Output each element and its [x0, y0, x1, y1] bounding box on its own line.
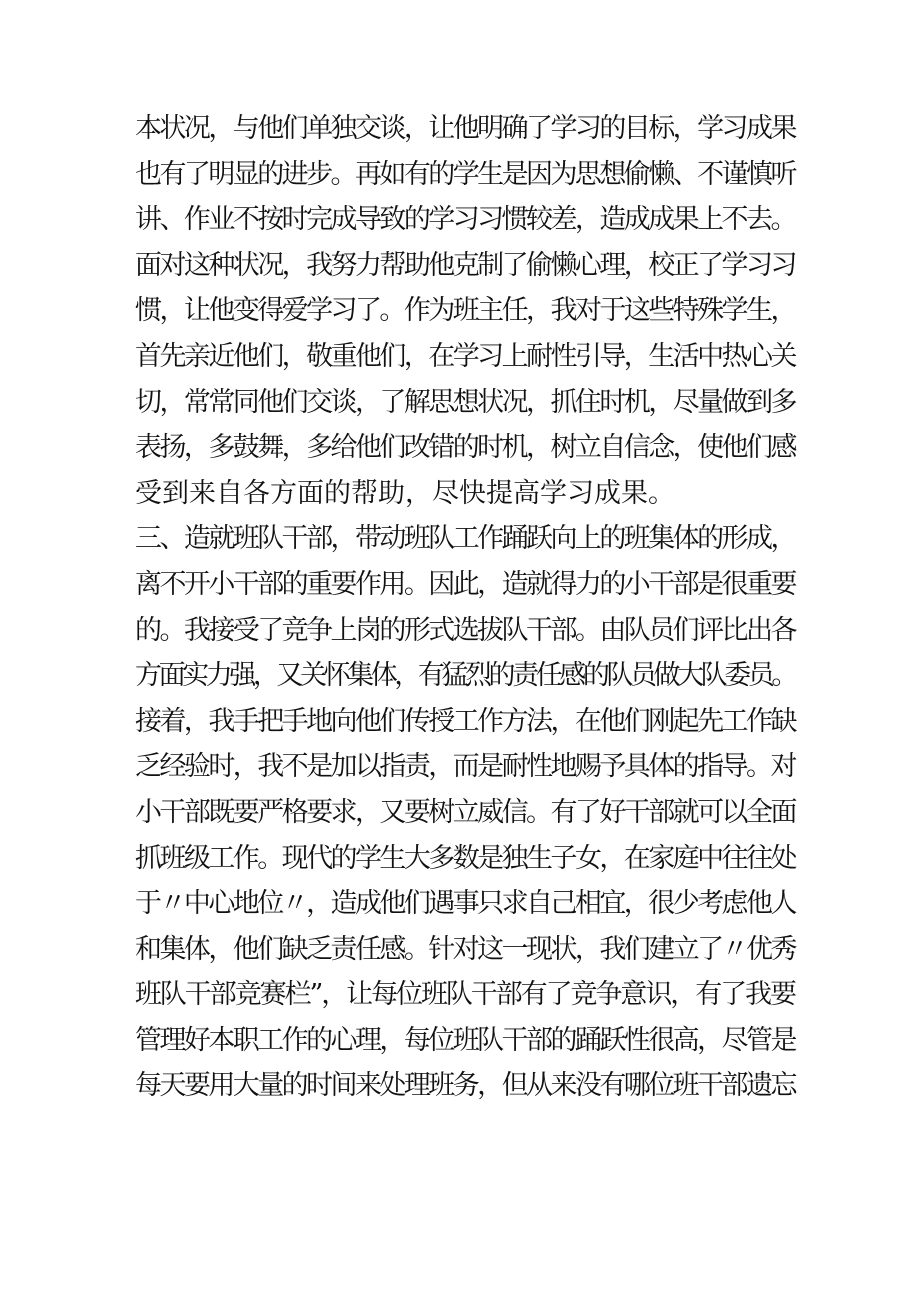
- section-heading-line: 三、造就班队干部，带动班队工作踊跃向上的班集体的形成，: [135, 523, 795, 555]
- text-line: 班队干部竞赛栏”，让每位班队干部有了竞争意识，有了我要: [135, 979, 795, 1011]
- text-line: 抓班级工作。现代的学生大多数是独生子女，在家庭中往往处: [135, 842, 795, 874]
- text-line: 切，常常同他们交谈，了解思想状况，抓住时机，尽量做到多: [135, 386, 795, 418]
- text-line: 面对这种状况，我努力帮助他克制了偷懒心理，校正了学习习: [135, 249, 795, 281]
- text-line: 本状况，与他们单独交谈，让他明确了学习的目标，学习成果: [135, 113, 795, 144]
- text-line: 表扬，多鼓舞，多给他们改错的时机，树立自信念，使他们感: [135, 432, 795, 464]
- text-line: 乏经验时，我不是加以指责，而是耐性地赐予具体的指导。对: [135, 751, 795, 783]
- text-line: 也有了明显的进步。再如有的学生是因为思想偷懒、不谨慎听: [135, 158, 795, 190]
- text-line: 方面实力强，又关怀集体，有猛烈的责任感的队员做大队委员。: [135, 660, 795, 692]
- text-line: 讲、作业不按时完成导致的学习习惯较差，造成成果上不去。: [135, 204, 795, 236]
- text-line: 接着，我手把手地向他们传授工作方法，在他们刚起先工作缺: [135, 705, 795, 737]
- body-text: [135, 106, 795, 1109]
- text-line: 管理好本职工作的心理，每位班队干部的踊跃性很高，尽管是: [135, 1024, 795, 1056]
- text-line: 和集体，他们缺乏责任感。针对这一现状，我们建立了〃优秀: [135, 933, 795, 965]
- text-line: 每天要用大量的时间来处理班务，但从来没有哪位班干部遗忘: [135, 1070, 795, 1102]
- text-line: 受到来自各方面的帮助，尽快提高学习成果。: [135, 477, 675, 509]
- text-line: 首先亲近他们，敬重他们，在学习上耐性引导，生活中热心关: [135, 340, 795, 372]
- text-line: 小干部既要严格要求，又要树立威信。有了好干部就可以全面: [135, 796, 795, 828]
- text-line: 离不开小干部的重要作用。因此，造就得力的小干部是很重要: [135, 568, 795, 600]
- text-line: 惯，让他变得爱学习了。作为班主任，我对于这些特殊学生，: [135, 295, 795, 327]
- text-line: 的。我接受了竞争上岗的形式选拔队干部。由队员们评比出各: [135, 614, 795, 646]
- text-line: 于〃中心地位〃，造成他们遇事只求自己相宜，很少考虑他人: [135, 888, 795, 920]
